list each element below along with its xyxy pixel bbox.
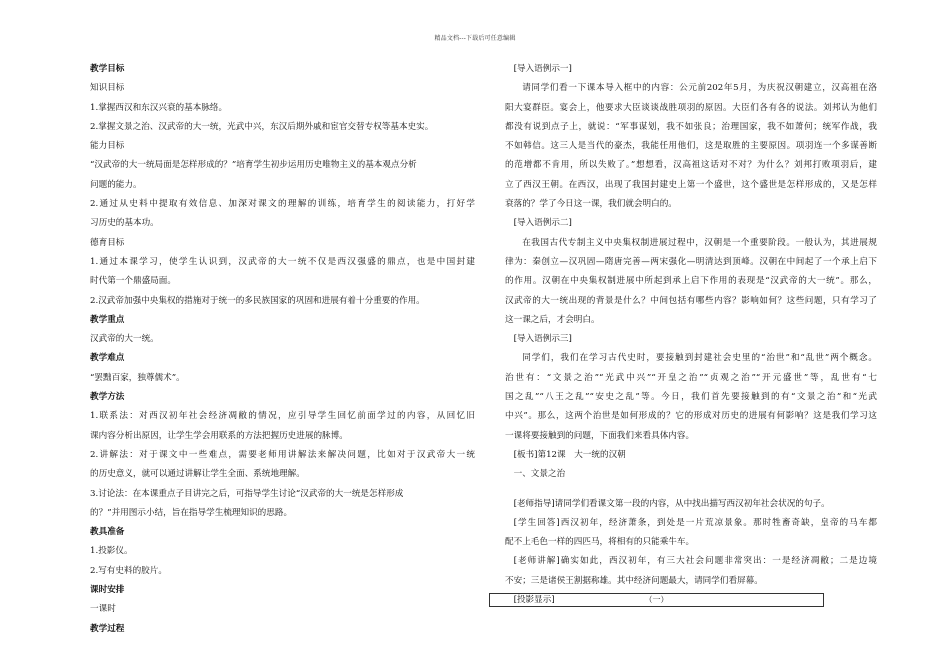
projection-table-label: （一） — [644, 595, 669, 604]
text-line: 在我国古代专制主义中央集权制进展过程中，汉朝是一个重要阶段。一般认为，其进展规 — [522, 237, 877, 248]
section-heading: 教学难点 — [90, 353, 125, 364]
text-line: 的历史意义，就可以通过讲解让学生全面、系统地理解。 — [90, 469, 305, 480]
text-line: 2.写有史料的胶片。 — [90, 565, 167, 576]
text-line: 国之乱”“八王之乱”“安史之乱”等。今日，我们首先要接触到的有“文景之治”和“光武 — [505, 392, 877, 403]
text-line: 不如韩信。这三人是当代的豪杰，我能任用他们，这是取胜的主要原因。项羽连一个多谋善断 — [505, 141, 877, 152]
text-line: 1.掌握西汉和东汉兴衰的基本脉络。 — [90, 102, 228, 113]
text-line: 中兴”。那么，这两个治世是如何形成的？它的形成对历史的进展有何影响？这是我们学习这 — [505, 411, 877, 422]
text-line: 一课时 — [90, 604, 116, 615]
text-line: 配不上毛色一样的四匹马，将相有的只能乘牛车。 — [505, 537, 695, 548]
text-line: 同学们，我们在学习古代史时，要接触到封建社会史里的“治世”和“乱世”两个概念。 — [522, 353, 877, 364]
text-line: [学生回答]西汉初年，经济萧条，到处是一片荒凉景象。那时牲畜奇缺，皇帝的马车都 — [513, 517, 877, 528]
text-line: 这一课之后，才会明白。 — [505, 314, 600, 325]
left-column — [90, 60, 475, 639]
text-line: 汉武帝的大一统出现的背景是什么？中间包括有哪些内容？影响如何？这些问题，只有学习了 — [505, 295, 877, 306]
text-line: [投影显示] — [513, 595, 555, 606]
text-line: 2.掌握文景之治、汉武帝的大一统，光武中兴，东汉后期外戚和宦官交替专权等基本史实。 — [90, 121, 434, 132]
text-line: 立了西汉王朝。在西汉，出现了我国封建史上第一个盛世，这个盛世是怎样形成的，又是怎样 — [505, 179, 877, 190]
text-line: 1.投影仪。 — [90, 546, 133, 557]
text-line: 问题的能力。 — [90, 179, 142, 190]
text-line: 衰落的？学了今日这一课，我们就会明白的。 — [505, 199, 677, 210]
text-line: 习历史的基本功。 — [90, 218, 159, 229]
section-heading: 教学过程 — [90, 623, 125, 634]
text-line: [老师指导]请同学们看课文第一段的内容，从中找出描写西汉初年社会状况的句子。 — [513, 498, 830, 509]
text-line: 2.汉武帝加强中央集权的措施对于统一的多民族国家的巩固和进展有着十分重要的作用。 — [90, 295, 425, 306]
text-line: [导入语例示三] — [513, 334, 572, 345]
text-line: 的范增都不肯用，所以失败了。”想想看，汉高祖这话对不对？为什么？刘邦打败项羽后，建 — [505, 160, 877, 171]
text-line: 一课将要接触到的问题，下面我们来看具体内容。 — [505, 430, 695, 441]
text-line: 1.通过本课学习，使学生认识到，汉武帝的大一统不仅是西汉强盛的鼎点，也是中国封建 — [90, 256, 475, 267]
text-line: 都没有说到点子上，就说：“军事谋划，我不如张良；治理国家，我不如萧何；统军作战，我 — [505, 121, 877, 132]
section-heading: 教学方法 — [90, 392, 125, 403]
text-line: 律为：秦创立—汉巩固—隋唐完善—两宋强化—明清达到顶峰。汉朝在中间起了一个承上启下 — [505, 256, 877, 267]
text-line: [老师讲解]确实如此，西汉初年，有三大社会问题非常突出：一是经济凋敝；二是边境 — [513, 556, 877, 567]
text-line: 汉武帝的大一统。 — [90, 334, 159, 345]
text-line: 治世有：“文景之治”“光武中兴”“开皇之治”“贞观之治”“开元盛世”等，乱世有“七 — [505, 372, 877, 383]
text-line: 2.通过从史料中提取有效信息、加深对课文的理解的训练，培育学生的阅读能力，打好学 — [90, 199, 475, 210]
text-line: 请同学们看一下课本导入框中的内容：公元前202年5月，为庆祝汉朝建立，汉高祖在洛 — [522, 83, 877, 94]
text-line: 1.联系法：对西汉初年社会经济凋敝的情况，应引导学生回忆前面学过的内容，从回忆旧 — [90, 411, 475, 422]
section-heading: 教具准备 — [90, 527, 125, 538]
text-line: 能力目标 — [90, 141, 125, 152]
spacer — [505, 485, 877, 495]
page-header: 精品文档---下载后可任意编辑 — [434, 35, 516, 42]
text-line: 知识目标 — [90, 83, 125, 94]
section-heading: 课时安排 — [90, 585, 125, 596]
section-heading: 教学重点 — [90, 314, 125, 325]
text-line: “汉武帝的大一统局面是怎样形成的？”培育学生初步运用历史唯物主义的基本观点分析 — [90, 160, 417, 171]
text-line: 一、文景之治 — [513, 469, 566, 480]
text-line: [导入语例示一] — [513, 64, 572, 74]
right-column — [505, 60, 877, 610]
text-line: 的作用。汉朝在中央集权制进展中所起到承上启下作用的表现是“汉武帝的大一统”。那么， — [505, 276, 877, 287]
section-heading: 教学目标 — [90, 64, 125, 74]
text-line: [导入语例示二] — [513, 218, 572, 229]
text-line: 德育目标 — [90, 237, 125, 248]
text-line: 2.讲解法：对于课文中一些难点，需要老师用讲解法来解决问题，比如对于汉武帝大一统 — [90, 449, 475, 460]
text-line: 课内容分析出原因，让学生学会用联系的方法把握历史进展的脉博。 — [90, 430, 348, 441]
text-line: [板书]第12课 大一统的汉朝 — [513, 449, 626, 460]
text-line: 阳大宴群臣。宴会上，他要求大臣谈谈战胜项羽的原因。大臣们各有各的说法。刘邦认为他们 — [505, 102, 877, 113]
text-line: 时代第一个鼎盛局面。 — [90, 276, 176, 287]
text-line: “罢黜百家，独尊儒术”。 — [90, 372, 185, 383]
text-line: 不安；三是诸侯王割据称雄。其中经济问题最大，请同学们看屏幕。 — [505, 575, 763, 586]
text-line: 的？”并用图示小结，旨在指导学生梳理知识的思路。 — [90, 507, 293, 518]
projection-table-row — [489, 593, 824, 607]
text-line: 3.讨论法：在本课重点子目讲完之后，可指导学生讨论“汉武帝的大一统是怎样形成 — [90, 488, 404, 499]
